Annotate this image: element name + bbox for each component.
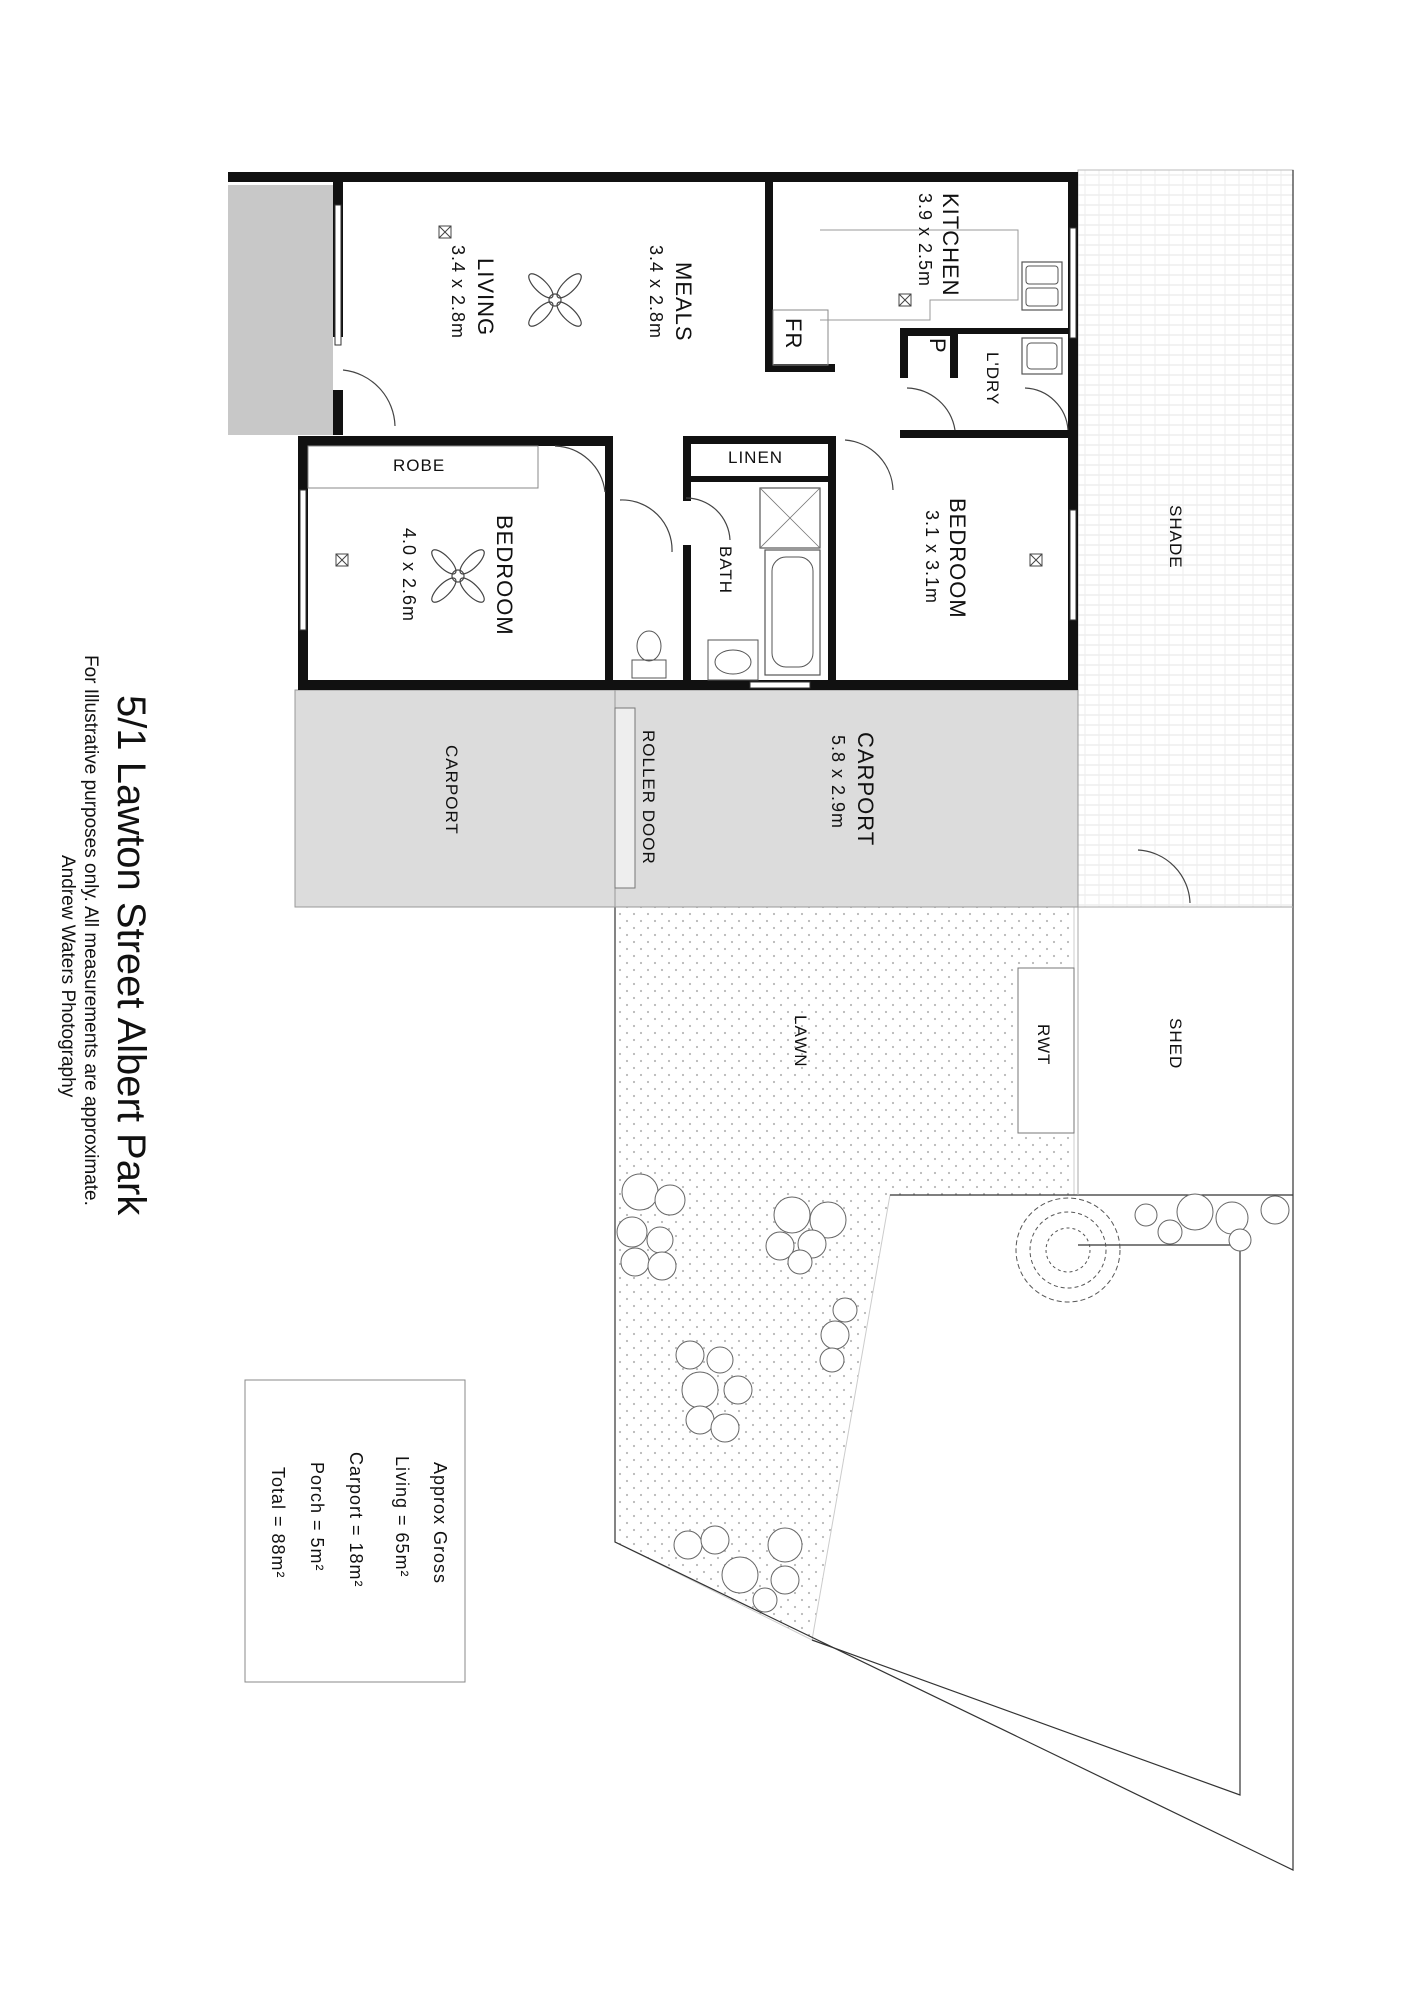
label-living: LIVING: [473, 258, 498, 337]
label-bedroom-1: BEDROOM: [492, 515, 517, 636]
label-kitchen: KITCHEN: [938, 193, 963, 297]
label-carport-main: CARPORT: [853, 732, 878, 847]
roller-door: [615, 708, 635, 888]
dims-meals: 3.4 x 2.8m: [646, 245, 666, 340]
kitchen-sink: [1022, 262, 1062, 310]
porch-area: [228, 185, 333, 435]
label-laundry: L'DRY: [983, 352, 1002, 406]
ceiling-fan-bedroom: [428, 546, 487, 605]
area-line-carport: Carport = 18m²: [346, 1452, 366, 1588]
disclaimer: For Illustrative purposes only. All measurements are approximate.: [80, 655, 101, 1206]
area-line-total: Total = 88m²: [268, 1467, 288, 1579]
label-rwt: RWT: [1034, 1024, 1053, 1066]
label-shade: SHADE: [1166, 505, 1185, 569]
interior-walls: [605, 182, 1076, 690]
title-block: [57, 655, 153, 1216]
laundry-tub: [1022, 338, 1062, 374]
credit: Andrew Waters Photography: [57, 855, 78, 1098]
large-tree: [1016, 1198, 1120, 1302]
label-meals: MEALS: [671, 262, 696, 342]
label-lawn: LAWN: [791, 1015, 810, 1068]
label-linen: LINEN: [728, 448, 784, 467]
bathtub: [765, 550, 820, 675]
label-pantry: P: [925, 338, 950, 354]
label-carport-side: CARPORT: [442, 745, 461, 835]
label-shed: SHED: [1166, 1018, 1185, 1070]
ceiling-fan-living: [525, 270, 584, 329]
basin: [708, 640, 758, 680]
label-robe: ROBE: [393, 456, 446, 475]
label-fr: FR: [781, 318, 806, 350]
dims-living: 3.4 x 2.8m: [448, 245, 468, 340]
lawn-area: [615, 907, 1074, 1640]
label-bath: BATH: [716, 546, 735, 595]
dims-carport-main: 5.8 x 2.9m: [828, 735, 848, 830]
area-line-living: Living = 65m²: [392, 1456, 412, 1578]
rear-yard-boundary: [812, 1245, 1240, 1795]
shower: [760, 488, 820, 548]
dims-kitchen: 3.9 x 2.5m: [915, 193, 935, 288]
area-heading: Approx Gross: [430, 1462, 450, 1585]
plan-title: 5/1 Lawton Street Albert Park: [109, 695, 153, 1216]
dims-bedroom-2: 3.1 x 3.1m: [922, 510, 942, 605]
area-summary-box: [245, 1380, 465, 1682]
dims-bedroom-1: 4.0 x 2.6m: [399, 528, 419, 623]
toilet: [632, 631, 666, 678]
label-bedroom-2: BEDROOM: [945, 498, 970, 619]
area-line-porch: Porch = 5m²: [307, 1462, 327, 1572]
label-roller-door: ROLLER DOOR: [639, 730, 658, 865]
